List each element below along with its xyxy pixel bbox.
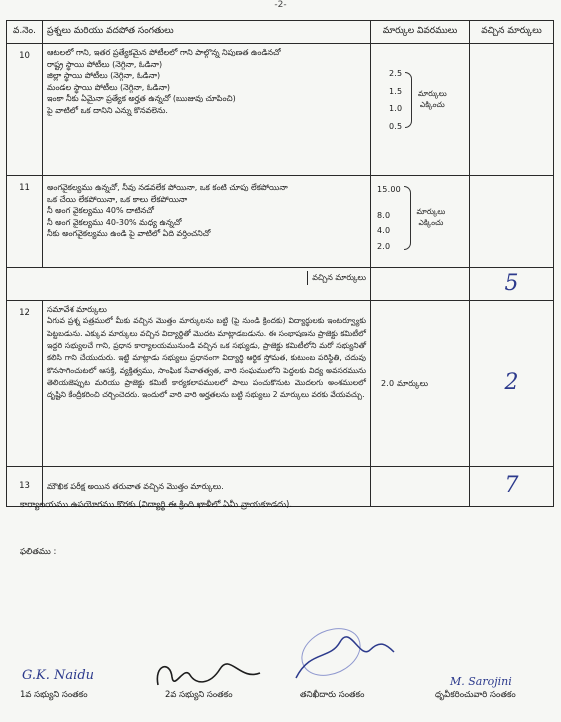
row-11-value: 2.0 — [377, 241, 391, 251]
row-10-line: పై వాటిలో ఒక దానిని ఎన్ను కొనవలెను. — [47, 105, 168, 115]
row-11-value: 4.0 — [377, 226, 391, 236]
row-10-line: ఆటలలో గాని, ఇతర ప్రత్యేకమైన పోటీలలో గాని పాల్గొన్న నిపుణత ఉండినచో — [47, 48, 281, 57]
signature-fourth-handwriting: M. Sarojini — [450, 675, 512, 688]
row-12-title: సమావేశ మార్కులు — [47, 304, 107, 314]
brace-shape — [404, 186, 411, 250]
result-label: ఫలితము : — [20, 547, 57, 557]
header-marks-given: వచ్చిన మార్కులు — [470, 21, 554, 44]
row-13-number: 13 — [7, 466, 43, 506]
row-12-question — [43, 300, 371, 466]
office-use-note: కార్యాలయము ఉపయోగము కొరకు (విద్యార్థి ఈ క్రింది ఖాళీలో ఏమీ వ్రాయకూడదు). — [20, 500, 293, 510]
subtotal-row — [7, 268, 554, 301]
page-number: -2- — [274, 0, 287, 10]
row-10-marks-detail — [371, 44, 470, 176]
row-11-number: 11 — [7, 176, 43, 268]
row-13-value: 7 — [470, 466, 554, 506]
row-10-number: 10 — [7, 44, 43, 176]
row-11 — [7, 176, 554, 268]
signature-fourth-label: ధృవీకరించువారి సంతకం — [435, 690, 516, 700]
row-11-marks-brace — [375, 184, 465, 252]
row-11-value: 15.00 — [377, 185, 401, 194]
evaluation-table — [6, 20, 554, 507]
row-12-marks-detail — [371, 300, 470, 466]
row-11-line: నీ అంగ వైకల్యము 40-30% మధ్య ఉన్నచో — [47, 217, 182, 227]
row-13-question: మౌఖిక పరీక్ష అయిన తరువాత వచ్చిన మొత్తం మార్కులు. — [43, 466, 371, 506]
row-12-paragraph: ఏగువ ప్రశ్న పత్రములో మీకు వచ్చిన మొత్తం మార్కులను బట్టి (పై నుండి క్రిందకు) విద్యార్థులకు ఇంటర్వ్యూకు పెట్టబడును. ఎక్కువ మార్కులు వచ్చిన విద్యార్థితో మొదట మాట్లాడబడును. ఈ సంభాషణను ప్రాజెక్టు కమిటీలో ఇద్దరి సభ్యులచే గాని, ప్రధాన కార్యాలయమునుండి వచ్చిన ఒక సభ్యుడు, ప్రాజెక్టు కమిటీలోని మరో సభ్యునితో కలిసి గాని చేయుదురు. ఇట్టి మాట్లాడు సభ్యులు ప్రధానంగా విద్యార్థి ఆర్థిక స్తోమత, కుటుంబ పరిస్థితి, చదువు కొనసాగించుటలో ఆసక్తి, వ్యక్తిత్వము, సాంఘిక సేవాతత్వత, వారి సంఘములోని పెద్దలకు విద్య అవసరమును తెలియజెప్పుట మరియు ప్రాజెక్టు కమిటీ కార్యకలాపములలో పాలు పంచుకొనుట మొదలగు అంశములలో దృష్టిని కేంద్రీకరించి చర్చించెదరు. ఇందులో వారి వారి అర్హతలను బట్టి సభ్యులు 2 మార్కులు వరకు వేయవచ్చు. — [47, 316, 366, 400]
row-13-marks-detail — [371, 466, 470, 506]
signature-second-label: 2వ సభ్యుని సంతకం — [165, 690, 233, 700]
subtotal-blank — [7, 268, 43, 301]
signature-first-label: 1వ సభ్యుని సంతకం — [20, 690, 88, 700]
row-11-line: నీ అంగ వైకల్యము 40% దాటినచో — [47, 206, 154, 216]
signature-first-handwriting: G.K. Naidu — [22, 668, 95, 683]
row-10-brace-label: మార్కులు ఎక్కించు — [417, 89, 447, 110]
row-10-line: ఇంకా నీకు ఏమైనా ప్రత్యేక అర్హత ఉన్నచో (ఋజువు చూపించి) — [47, 94, 236, 104]
subtotal-blank-detail — [371, 268, 470, 301]
row-10-value: 0.5 — [389, 121, 403, 131]
subtotal-value: 5 — [470, 268, 554, 301]
signature-third-label: తనిఖీదారు సంతకం — [300, 690, 365, 700]
row-10 — [7, 44, 554, 176]
row-10-value: 1.0 — [389, 104, 403, 114]
row-11-value: 8.0 — [377, 210, 391, 220]
row-11-line: నీకు అంగవైకల్యము ఉండి పై వాటిలో ఏది వర్తించనిచో — [47, 229, 211, 239]
row-12-marks-detail-text: 2.0 మార్కులు — [381, 378, 429, 388]
row-10-line: రాష్ట్ర స్థాయి పోటీలు (నెగ్గినా, ఓడినా) — [47, 59, 163, 69]
row-10-line: మండల స్థాయి పోటీలు (నెగ్గినా, ఓడినా) — [47, 82, 171, 92]
row-12 — [7, 300, 554, 466]
header-question: ప్రశ్నలు మరియు వదపోత సంగతులు — [43, 21, 371, 44]
header-marks-detail: మార్కుల వివరములు — [371, 21, 470, 44]
subtotal-label: వచ్చిన మార్కులు — [307, 271, 370, 285]
row-10-question — [43, 44, 371, 176]
row-12-number: 12 — [7, 300, 43, 466]
header-sno: వ.నెం. — [7, 21, 43, 44]
row-11-line: అంగవైకల్యము ఉన్నచో, నీవు నడవలేక పోయినా, ఒక కంటి చూపు లేకపోయినా — [47, 183, 288, 192]
row-11-brace-label: మార్కులు ఎక్కించు — [416, 207, 446, 228]
row-10-line: జిల్లా స్థాయి పోటీలు (నెగ్గినా, ఓడినా) — [47, 71, 161, 81]
brace-shape — [405, 72, 412, 128]
row-11-line: ఒక చేయి లేకపోయినా, ఒక కాలు లేకపోయినా — [47, 194, 188, 204]
row-10-marks-given — [470, 44, 554, 176]
signature-third-handwriting — [290, 630, 400, 685]
subtotal-label-cell — [43, 268, 371, 301]
row-11-question — [43, 176, 371, 268]
table-header-row — [7, 21, 554, 44]
row-10-value: 1.5 — [389, 86, 403, 96]
row-10-marks-brace — [375, 68, 465, 132]
row-11-marks-given — [470, 176, 554, 268]
row-10-value: 2.5 — [389, 69, 403, 78]
row-11-marks-detail — [371, 176, 470, 268]
row-12-value: 2 — [470, 300, 554, 466]
signature-second-handwriting — [150, 655, 270, 695]
